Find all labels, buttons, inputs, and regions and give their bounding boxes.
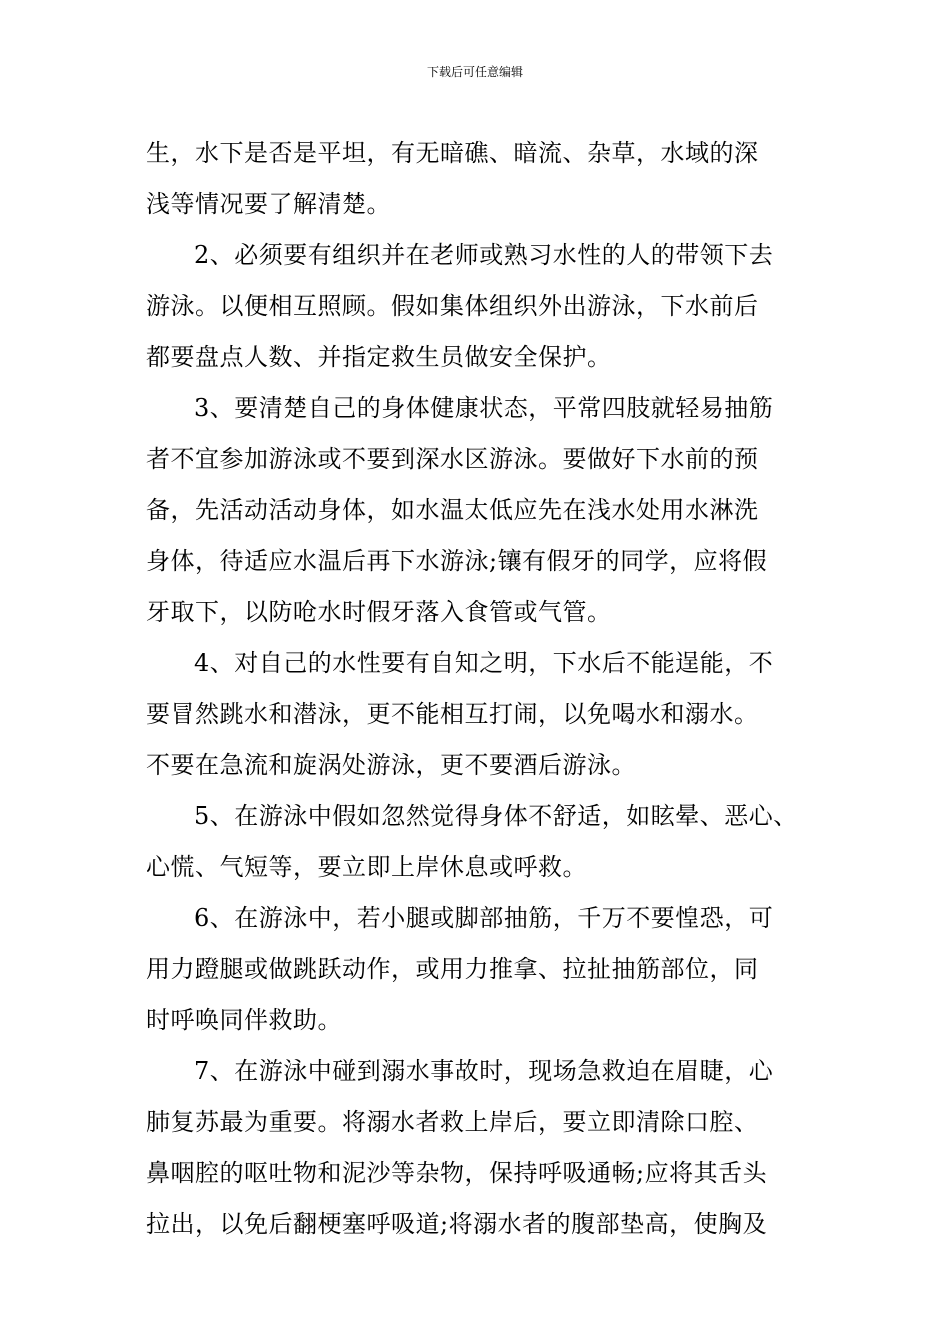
- text-line: 心慌、气短等，要立即上岸休息或呼救。: [146, 853, 587, 881]
- paragraph-start-line: 2、必须要有组织并在老师或熟习水性的人的带领下去: [194, 241, 774, 269]
- text-line: 生，水下是否是平坦，有无暗礁、暗流、杂草，水域的深: [146, 139, 759, 167]
- text-line: 备，先活动活动身体，如水温太低应先在浅水处用水淋洗: [146, 496, 759, 524]
- page-header: 下载后可任意编辑: [426, 65, 523, 79]
- text-line: 都要盘点人数、并指定救生员做安全保护。: [146, 343, 612, 371]
- text-line: 浅等情况要了解清楚。: [146, 190, 391, 218]
- text-line: 牙取下，以防呛水时假牙落入食管或气管。: [146, 598, 612, 626]
- document-body: [146, 128, 808, 1250]
- text-line: 用力蹬腿或做跳跃动作，或用力推拿、拉扯抽筋部位，同: [146, 955, 759, 983]
- text-line: 时呼唤同伴救助。: [146, 1006, 342, 1034]
- text-line: 身体，待适应水温后再下水游泳;镶有假牙的同学，应将假: [146, 547, 768, 575]
- paragraph-start-line: 7、在游泳中碰到溺水事故时，现场急救迫在眉睫，心: [194, 1057, 774, 1085]
- text-line: 鼻咽腔的呕吐物和泥沙等杂物，保持呼吸通畅;应将其舌头: [146, 1159, 768, 1187]
- paragraph-start-line: 6、在游泳中，若小腿或脚部抽筋，千万不要惶恐，可: [194, 904, 774, 932]
- paragraph-start-line: 5、在游泳中假如忽然觉得身体不舒适，如眩晕、恶心、: [194, 802, 798, 830]
- text-line: 要冒然跳水和潜泳，更不能相互打闹，以免喝水和溺水。: [146, 700, 759, 728]
- text-line: 者不宜参加游泳或不要到深水区游泳。要做好下水前的预: [146, 445, 759, 473]
- text-line: 肺复苏最为重要。将溺水者救上岸后，要立即清除口腔、: [146, 1108, 759, 1136]
- text-line: 拉出，以免后翻梗塞呼吸道;将溺水者的腹部垫高，使胸及: [146, 1210, 768, 1238]
- paragraph-start-line: 4、对自己的水性要有自知之明，下水后不能逞能，不: [194, 649, 774, 677]
- text-line: 不要在急流和旋涡处游泳，更不要酒后游泳。: [146, 751, 636, 779]
- paragraph-start-line: 3、要清楚自己的身体健康状态，平常四肢就轻易抽筋: [194, 394, 774, 422]
- text-line: 游泳。以便相互照顾。假如集体组织外出游泳，下水前后: [146, 292, 759, 320]
